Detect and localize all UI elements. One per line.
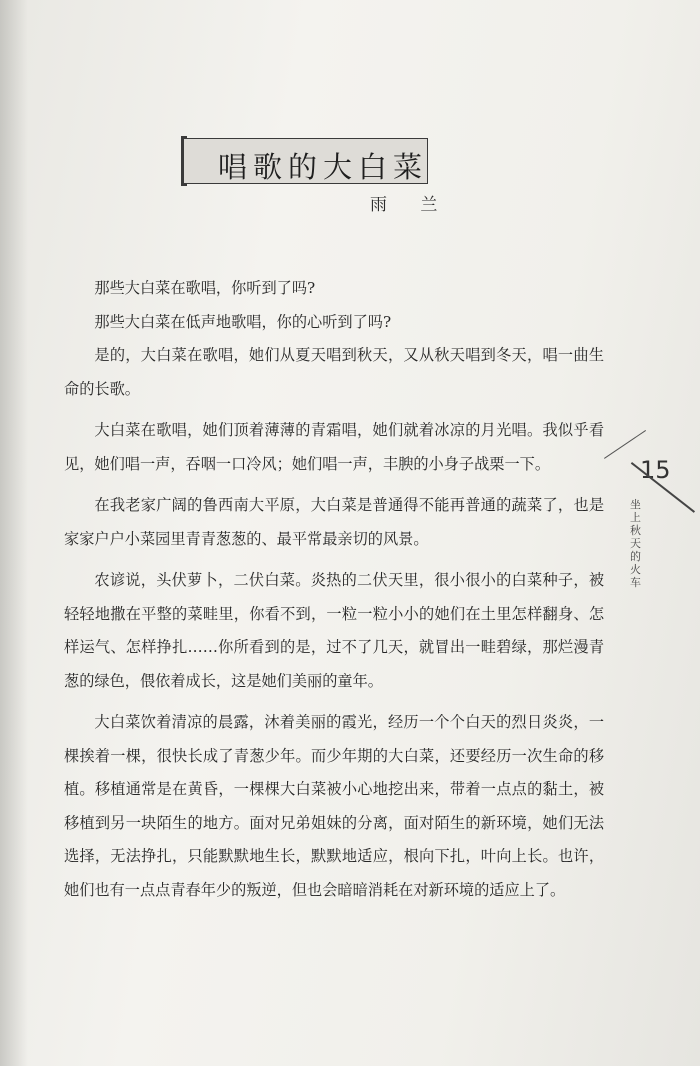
paragraph: 是的，大白菜在歌唱，她们从夏天唱到秋天，又从秋天唱到冬天，唱一曲生命的长歌。 <box>64 346 604 398</box>
side-section-caption: 坐上秋天的火车 <box>630 498 641 589</box>
paragraph: 那些大白菜在低声地歌唱，你的心听到了吗? <box>94 312 392 331</box>
side-marker-top-line <box>604 430 646 459</box>
article-author: 雨 兰 <box>370 195 452 215</box>
paragraph: 大白菜在歌唱，她们顶着薄薄的青霜唱，她们就着冰凉的月光唱。我似乎看见，她们唱一声，吞咽一口冷风；她们唱一声，丰腴的小身子战栗一下。 <box>64 421 604 473</box>
paragraph: 农谚说，头伏萝卜，二伏白菜。炎热的二伏天里，很小很小的白菜种子，被轻轻地撒在平整的菜畦里，你看不到，一粒一粒小小的她们在土里怎样翻身、怎样运气、怎样挣扎……你所看到的是，过不了几天，就冒出一畦碧绿，那烂漫青葱的绿色，偎依着成长，这是她们美丽的童年。 <box>64 571 604 690</box>
paragraph: 那些大白菜在歌唱，你听到了吗? <box>94 279 316 297</box>
page-edge-shadow <box>0 0 28 1066</box>
side-page-number: 15 <box>640 456 671 484</box>
article-body <box>64 272 604 907</box>
paragraph: 在我老家广阔的鲁西南大平原，大白菜是普通得不能再普通的蔬菜了，也是家家户户小菜园里青青葱葱的、最平常最亲切的风景。 <box>64 496 604 548</box>
article-title: 唱歌的大白菜 <box>218 150 429 184</box>
paragraph: 大白菜饮着清凉的晨露，沐着美丽的霞光，经历一个个白天的烈日炎炎，一棵挨着一棵，很快长成了青葱少年。而少年期的大白菜，还要经历一次生命的移植。移植通常是在黄昏，一棵棵大白菜被小心地挖出来，带着一点点的黏土，被移植到另一块陌生的地方。面对兄弟姐妹的分离，面对陌生的新环境，她们无法选择，无法挣扎，只能默默地生长，默默地适应，根向下扎，叶向上长。也许，她们也有一点点青春年少的叛逆，但也会暗暗消耗在对新环境的适应上了。 <box>64 713 604 899</box>
